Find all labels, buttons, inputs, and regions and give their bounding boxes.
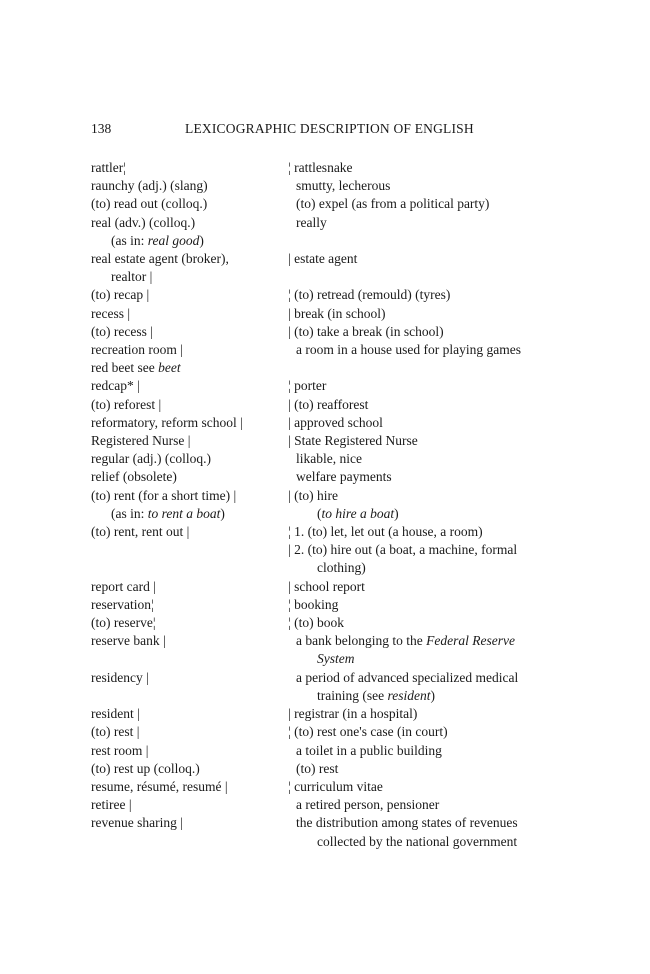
british-equivalent xyxy=(286,432,563,450)
glossary-entry xyxy=(91,723,561,741)
american-term xyxy=(91,177,286,195)
definition-line: | break (in school) xyxy=(288,305,386,321)
glossary-entries xyxy=(91,159,561,851)
glossary-entry xyxy=(91,578,561,596)
glossary-entry xyxy=(91,468,561,486)
glossary-entry xyxy=(91,177,561,195)
definition-line: ¦ 1. (to) let, let out (a house, a room) xyxy=(288,524,483,540)
glossary-entry xyxy=(91,632,561,668)
american-term xyxy=(91,523,286,578)
definition-line: collected by the national government xyxy=(317,833,518,849)
british-equivalent xyxy=(286,195,563,213)
definition-line: training (see resident) xyxy=(317,687,435,703)
term-line: reformatory, reform school | xyxy=(91,414,243,430)
definition-line: | approved school xyxy=(288,414,383,430)
definition-line: | school report xyxy=(288,578,365,594)
running-title: LEXICOGRAPHIC DESCRIPTION OF ENGLISH xyxy=(185,121,474,136)
american-term xyxy=(91,468,286,486)
glossary-entry xyxy=(91,414,561,432)
british-equivalent xyxy=(286,796,563,814)
british-equivalent xyxy=(286,760,563,778)
american-term xyxy=(91,487,286,523)
british-equivalent xyxy=(286,341,563,359)
glossary-entry xyxy=(91,778,561,796)
glossary-entry xyxy=(91,596,561,614)
term-line: (to) reserve¦ xyxy=(91,615,156,631)
glossary-entry xyxy=(91,760,561,778)
british-equivalent xyxy=(286,778,563,796)
term-line: residency | xyxy=(91,669,149,685)
definition-line: | (to) reafforest xyxy=(288,396,369,412)
american-term xyxy=(91,814,286,850)
glossary-entry xyxy=(91,195,561,213)
definition-line: welfare payments xyxy=(296,469,392,485)
british-equivalent xyxy=(286,250,563,286)
british-equivalent xyxy=(286,614,563,632)
definition-line: the distribution among states of revenues xyxy=(296,815,518,831)
british-equivalent xyxy=(286,377,563,395)
british-equivalent xyxy=(286,359,563,377)
american-term xyxy=(91,778,286,796)
definition-line: | estate agent xyxy=(288,251,358,267)
glossary-entry xyxy=(91,396,561,414)
american-term xyxy=(91,578,286,596)
british-equivalent xyxy=(286,159,563,177)
term-line: (to) rest | xyxy=(91,724,140,740)
term-line: recess | xyxy=(91,305,131,321)
definition-line: | (to) hire xyxy=(288,487,338,503)
american-term xyxy=(91,396,286,414)
glossary-entry xyxy=(91,214,561,250)
term-line: red beet see beet xyxy=(91,360,181,376)
page-number: 138 xyxy=(91,121,112,136)
british-equivalent xyxy=(286,705,563,723)
definition-line: ¦ booking xyxy=(288,596,339,612)
glossary-entry xyxy=(91,341,561,359)
glossary-entry xyxy=(91,523,561,578)
american-term xyxy=(91,159,286,177)
definition-line: ¦ (to) book xyxy=(288,615,344,631)
definition-line: System xyxy=(317,651,355,667)
term-line: (as in: real good) xyxy=(111,232,204,248)
american-term xyxy=(91,632,286,668)
british-equivalent xyxy=(286,596,563,614)
term-line: report card | xyxy=(91,578,156,594)
definition-line: (to) rest xyxy=(296,760,339,776)
british-equivalent xyxy=(286,177,563,195)
definition-line: a room in a house used for playing games xyxy=(296,342,521,358)
definition-line: | 2. (to) hire out (a boat, a machine, formal xyxy=(288,542,518,558)
term-line: (as in: to rent a boat) xyxy=(111,505,225,521)
american-term xyxy=(91,323,286,341)
british-equivalent xyxy=(286,742,563,760)
term-line: (to) recap | xyxy=(91,287,150,303)
british-equivalent xyxy=(286,487,563,523)
term-line: rest room | xyxy=(91,742,149,758)
glossary-entry xyxy=(91,250,561,286)
british-equivalent xyxy=(286,305,563,323)
definition-line: really xyxy=(296,214,327,230)
term-line: (to) read out (colloq.) xyxy=(91,196,208,212)
british-equivalent xyxy=(286,578,563,596)
american-term xyxy=(91,286,286,304)
term-line: realtor | xyxy=(111,269,153,285)
definition-line: a retired person, pensioner xyxy=(296,797,440,813)
glossary-entry xyxy=(91,742,561,760)
glossary-entry xyxy=(91,305,561,323)
american-term xyxy=(91,341,286,359)
british-equivalent xyxy=(286,214,563,250)
glossary-entry xyxy=(91,814,561,850)
british-equivalent xyxy=(286,323,563,341)
american-term xyxy=(91,214,286,250)
american-term xyxy=(91,250,286,286)
british-equivalent xyxy=(286,632,563,668)
definition-line: | (to) take a break (in school) xyxy=(288,323,444,339)
term-line: raunchy (adj.) (slang) xyxy=(91,178,208,194)
american-term xyxy=(91,614,286,632)
glossary-entry xyxy=(91,359,561,377)
glossary-entry xyxy=(91,669,561,705)
term-line: (to) rent, rent out | xyxy=(91,524,190,540)
definition-line: ¦ curriculum vitae xyxy=(288,778,383,794)
british-equivalent xyxy=(286,814,563,850)
glossary-entry xyxy=(91,450,561,468)
term-line: relief (obsolete) xyxy=(91,469,177,485)
definition-line: clothing) xyxy=(317,560,366,576)
british-equivalent xyxy=(286,523,563,578)
term-line: reserve bank | xyxy=(91,633,166,649)
definition-line: a bank belonging to the Federal Reserve xyxy=(296,633,515,649)
american-term xyxy=(91,760,286,778)
term-line: (to) rest up (colloq.) xyxy=(91,760,200,776)
term-line: (to) recess | xyxy=(91,323,153,339)
definition-line: | State Registered Nurse xyxy=(288,433,418,449)
british-equivalent xyxy=(286,723,563,741)
american-term xyxy=(91,705,286,723)
british-equivalent xyxy=(286,669,563,705)
british-equivalent xyxy=(286,468,563,486)
glossary-entry xyxy=(91,377,561,395)
term-line: recreation room | xyxy=(91,342,183,358)
term-line: resident | xyxy=(91,706,140,722)
definition-line: a period of advanced specialized medical xyxy=(296,669,519,685)
definition-line: ¦ (to) retread (remould) (tyres) xyxy=(288,287,451,303)
term-line: real (adv.) (colloq.) xyxy=(91,214,196,230)
british-equivalent xyxy=(286,286,563,304)
term-line: redcap* | xyxy=(91,378,140,394)
definition-line: | registrar (in a hospital) xyxy=(288,706,418,722)
glossary-entry xyxy=(91,286,561,304)
american-term xyxy=(91,195,286,213)
american-term xyxy=(91,432,286,450)
term-line: reservation¦ xyxy=(91,596,154,612)
american-term xyxy=(91,359,286,377)
american-term xyxy=(91,723,286,741)
term-line: rattler¦ xyxy=(91,160,126,175)
american-term xyxy=(91,414,286,432)
american-term xyxy=(91,377,286,395)
term-line: Registered Nurse | xyxy=(91,433,191,449)
definition-line: smutty, lecherous xyxy=(296,178,391,194)
term-line: (to) rent (for a short time) | xyxy=(91,487,237,503)
term-line: resume, résumé, resumé | xyxy=(91,778,228,794)
glossary-entry xyxy=(91,487,561,523)
definition-line: a toilet in a public building xyxy=(296,742,442,758)
glossary-entry xyxy=(91,159,561,177)
american-term xyxy=(91,596,286,614)
american-term xyxy=(91,796,286,814)
definition-line: ¦ (to) rest one's case (in court) xyxy=(288,724,448,740)
definition-line: ¦ rattlesnake xyxy=(288,160,353,175)
british-equivalent xyxy=(286,414,563,432)
british-equivalent xyxy=(286,396,563,414)
term-line: (to) reforest | xyxy=(91,396,162,412)
american-term xyxy=(91,742,286,760)
term-line: regular (adj.) (colloq.) xyxy=(91,451,211,467)
american-term xyxy=(91,450,286,468)
term-line: revenue sharing | xyxy=(91,815,183,831)
glossary-entry xyxy=(91,323,561,341)
glossary-entry xyxy=(91,796,561,814)
definition-line: (to) expel (as from a political party) xyxy=(296,196,490,212)
glossary-entry xyxy=(91,614,561,632)
glossary-entry xyxy=(91,432,561,450)
term-line: retiree | xyxy=(91,797,132,813)
definition-line: ¦ porter xyxy=(288,378,327,394)
term-line: real estate agent (broker), xyxy=(91,251,229,267)
definition-line: likable, nice xyxy=(296,451,362,467)
british-equivalent xyxy=(286,450,563,468)
american-term xyxy=(91,669,286,705)
definition-line: (to hire a boat) xyxy=(317,505,399,521)
american-term xyxy=(91,305,286,323)
glossary-entry xyxy=(91,705,561,723)
